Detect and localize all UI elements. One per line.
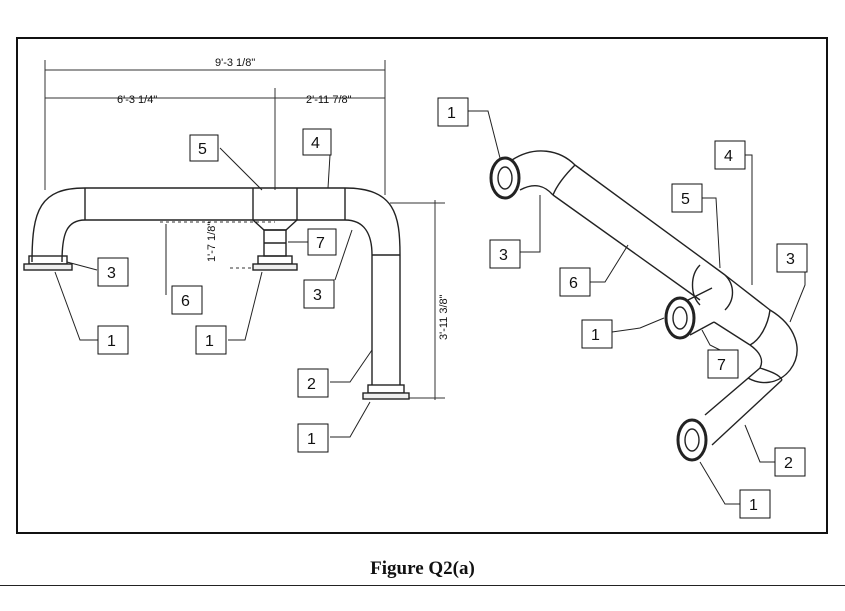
right-view <box>491 151 797 460</box>
right-callouts <box>438 98 807 518</box>
left-callouts <box>55 129 372 452</box>
callout-label-7: 7 <box>316 235 325 252</box>
callout-label-4: 4 <box>311 135 320 152</box>
vertical-drop-dim: 3'-11 3/8" <box>438 294 450 340</box>
callout-label-1c: 1 <box>307 431 316 448</box>
right-span-dim: 2'-11 7/8" <box>306 94 352 106</box>
callout-label-6: 6 <box>181 293 190 310</box>
left-span-dim: 6'-3 1/4" <box>117 94 158 106</box>
figure-caption: Figure Q2(a) <box>370 558 475 579</box>
callout-label-r7: 7 <box>717 357 726 374</box>
callout-label-3b: 3 <box>313 287 322 304</box>
callout-label-r3a: 3 <box>499 247 508 264</box>
callout-label-r6: 6 <box>569 275 578 292</box>
callout-label-2: 2 <box>307 376 316 393</box>
tee-offset-dim: 1'-7 1/8" <box>206 221 218 262</box>
callout-label-r1c: 1 <box>749 497 758 514</box>
callout-label-3a: 3 <box>107 265 116 282</box>
callout-label-5: 5 <box>198 141 207 158</box>
callout-label-r5: 5 <box>681 191 690 208</box>
callout-label-r3b: 3 <box>786 251 795 268</box>
callout-label-1a: 1 <box>107 333 116 350</box>
divider-rule <box>0 585 845 586</box>
left-view <box>24 60 445 400</box>
callout-label-r1a: 1 <box>447 105 456 122</box>
callout-label-r2: 2 <box>784 455 793 472</box>
overall-width-dim: 9'-3 1/8" <box>215 57 256 69</box>
callout-label-1b: 1 <box>205 333 214 350</box>
callout-label-r4: 4 <box>724 148 733 165</box>
figure-border <box>17 38 827 533</box>
callout-label-r1b: 1 <box>591 327 600 344</box>
